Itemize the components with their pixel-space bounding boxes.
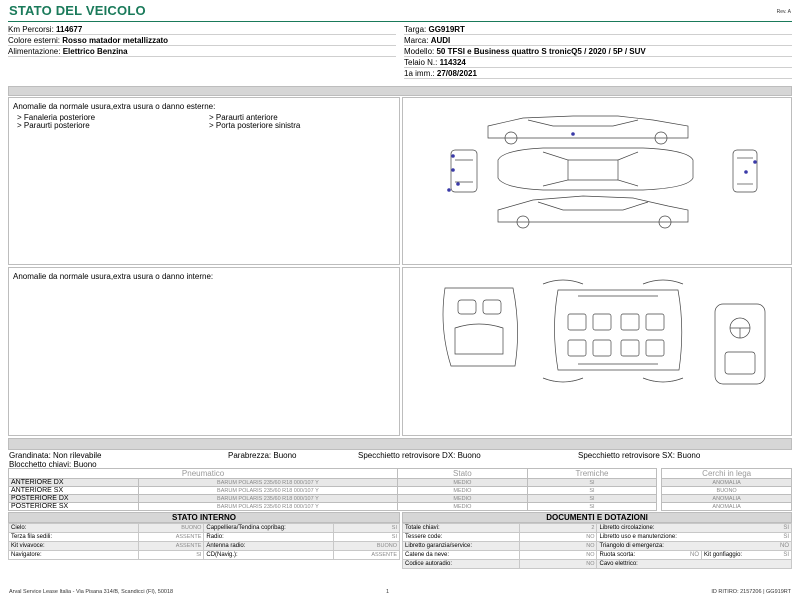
tyre-tremiche: SI bbox=[527, 479, 657, 487]
item-label: Radio: bbox=[204, 533, 334, 542]
tyres-header-row bbox=[9, 469, 792, 479]
documenti-table bbox=[402, 523, 792, 569]
col-header: Tremiche bbox=[527, 469, 657, 479]
item-label: Cavo elettrico: bbox=[597, 560, 792, 569]
item-label: Kit gonfiaggio: SI bbox=[702, 551, 792, 560]
section-divider-bar bbox=[8, 438, 792, 450]
table-row bbox=[403, 560, 792, 569]
info-label: Marca: bbox=[404, 36, 429, 45]
tyre-position: ANTERIORE DX bbox=[9, 479, 139, 487]
internal-damage-panel bbox=[8, 267, 400, 436]
car-plan-outline bbox=[498, 148, 693, 190]
item-label: Libretto garanzia/service: bbox=[403, 542, 520, 551]
info-label: 1a imm.: bbox=[404, 69, 435, 78]
item-label: Codice autoradio: bbox=[403, 560, 520, 569]
info-row-colore bbox=[8, 35, 396, 46]
damage-marker bbox=[753, 160, 757, 164]
tyre-model: BARUM POLARIS 235/60 R18 000/107 Y bbox=[138, 479, 397, 487]
stato-interno-header: STATO INTERNO bbox=[8, 512, 400, 523]
item-value: NO bbox=[520, 542, 597, 551]
info-row-alimentazione bbox=[8, 46, 396, 57]
tyre-position: POSTERIORE DX bbox=[9, 495, 139, 503]
damage-marker bbox=[451, 168, 455, 172]
condition-parabrezza: Parabrezza: Buono bbox=[228, 451, 297, 460]
external-damage-title: Anomalie da normale usura,extra usura o danno esterne: bbox=[13, 102, 216, 111]
info-row-immatricolazione bbox=[404, 68, 792, 79]
internal-car-diagram-panel bbox=[402, 267, 792, 436]
info-row-modello bbox=[404, 46, 792, 57]
item-value: BUONO bbox=[138, 524, 204, 533]
external-damage-panel bbox=[8, 97, 400, 265]
car-side-top-outline bbox=[488, 116, 688, 138]
item-label: Navigatore: bbox=[9, 551, 139, 560]
vehicle-info-left bbox=[8, 24, 396, 86]
tyre-position: ANTERIORE SX bbox=[9, 487, 139, 495]
condition-specchietto-dx: Specchietto retrovisore DX: Buono bbox=[358, 451, 481, 460]
tyre-cerchi: ANOMALIA bbox=[662, 503, 792, 511]
condition-text: Blocchetto chiavi: Buono bbox=[9, 460, 97, 469]
section-divider-bar bbox=[8, 86, 792, 96]
tyre-cerchi: ANOMALIA bbox=[662, 479, 792, 487]
tyre-cerchi: BUONO bbox=[662, 487, 792, 495]
car-windshield-line bbox=[543, 152, 568, 186]
info-row-targa bbox=[404, 24, 792, 35]
damage-item: > Porta posteriore sinistra bbox=[209, 121, 301, 130]
tyre-model: BARUM POLARIS 235/60 R18 000/107 Y bbox=[138, 503, 397, 511]
item-value: ASSENTE bbox=[334, 551, 400, 560]
item-value: SI bbox=[783, 525, 789, 531]
external-car-diagram-panel bbox=[402, 97, 792, 265]
damage-marker bbox=[451, 154, 455, 158]
title-divider bbox=[8, 21, 792, 22]
item-value: NO bbox=[780, 543, 789, 549]
footer-company: Arval Service Lease Italia - Via Pisana 314/B, Scandicci (FI), 50018 bbox=[9, 589, 174, 595]
car-rear-window-line bbox=[618, 152, 638, 186]
tyre-model: BARUM POLARIS 235/60 R18 000/107 Y bbox=[138, 495, 397, 503]
info-row-marca bbox=[404, 35, 792, 46]
info-value: Elettrico Benzina bbox=[62, 47, 128, 56]
col-header: Pneumatico bbox=[9, 469, 398, 479]
internal-damage-title: Anomalie da normale usura,extra usura o danno interne: bbox=[13, 272, 214, 281]
stato-interno-table bbox=[8, 523, 400, 560]
item-value: BUONO bbox=[334, 542, 400, 551]
damage-marker bbox=[456, 182, 460, 186]
table-row bbox=[9, 533, 400, 542]
tyre-model: BARUM POLARIS 235/60 R18 000/107 Y bbox=[138, 487, 397, 495]
table-row bbox=[403, 542, 792, 551]
page-title: STATO DEL VEICOLO bbox=[9, 3, 146, 18]
table-row bbox=[9, 503, 792, 511]
damage-item: > Paraurti posteriore bbox=[17, 121, 90, 130]
tyre-tremiche: SI bbox=[527, 487, 657, 495]
item-value: NO bbox=[520, 533, 597, 542]
documenti-header: DOCUMENTI E DOTAZIONI bbox=[402, 512, 792, 523]
info-value: 114677 bbox=[56, 25, 83, 34]
damage-item: > Paraurti anteriore bbox=[209, 113, 278, 122]
condition-specchietto-sx: Specchietto retrovisore SX: Buono bbox=[578, 451, 701, 460]
item-value: NO bbox=[690, 552, 700, 558]
car-window-line bbox=[528, 120, 638, 126]
tyre-stato: MEDIO bbox=[398, 495, 528, 503]
item-label: Cielo: bbox=[9, 524, 139, 533]
item-label: Kit vivavoce: bbox=[9, 542, 139, 551]
item-value: 2 bbox=[520, 524, 597, 533]
item-label: Tessere code: bbox=[403, 533, 520, 542]
info-label: Colore esterni: bbox=[8, 36, 61, 45]
item-value: SI bbox=[334, 524, 400, 533]
damage-item: > Fanaleria posteriore bbox=[17, 113, 96, 122]
tyre-stato: MEDIO bbox=[398, 503, 528, 511]
info-label: Alimentazione: bbox=[8, 47, 61, 56]
info-value: AUDI bbox=[430, 36, 451, 45]
table-row bbox=[9, 479, 792, 487]
item-label: Cappelliera/Tendina copribag: bbox=[204, 524, 334, 533]
car-interior-diagram bbox=[403, 268, 793, 437]
item-value: NO bbox=[520, 560, 597, 569]
item-label: Ruota scorta: NO bbox=[597, 551, 702, 560]
info-value: Rosso matador metallizzato bbox=[62, 36, 169, 45]
table-row bbox=[9, 495, 792, 503]
info-row-telaio bbox=[404, 57, 792, 68]
info-row-km bbox=[8, 24, 396, 35]
footer-reference: ID RITIRO: 2157206 | GG919RT bbox=[711, 589, 791, 595]
item-label: Antenna radio: bbox=[204, 542, 334, 551]
table-row bbox=[9, 487, 792, 495]
item-value: ASSENTE bbox=[138, 533, 204, 542]
steering-area-outline bbox=[715, 304, 765, 384]
tyre-cerchi: ANOMALIA bbox=[662, 495, 792, 503]
item-label: Catene da neve: bbox=[403, 551, 520, 560]
tyre-stato: MEDIO bbox=[398, 487, 528, 495]
table-row bbox=[9, 542, 400, 551]
item-value: SI bbox=[334, 533, 400, 542]
car-exterior-diagram bbox=[403, 98, 793, 266]
condition-grandinata bbox=[9, 451, 102, 469]
table-row bbox=[403, 533, 792, 542]
col-header: Cerchi in lega bbox=[662, 469, 792, 479]
item-value: SI bbox=[138, 551, 204, 560]
item-label: Triangolo di emergenza: NO bbox=[597, 542, 792, 551]
table-row bbox=[403, 524, 792, 533]
col-header: Stato bbox=[398, 469, 528, 479]
item-label: CD(Navig.): bbox=[204, 551, 334, 560]
table-row bbox=[403, 551, 792, 560]
info-label: Km Percorsi: bbox=[8, 25, 54, 34]
table-row bbox=[9, 551, 400, 560]
tyre-stato: MEDIO bbox=[398, 479, 528, 487]
damage-marker bbox=[447, 188, 451, 192]
revision-label: Rev. A bbox=[776, 9, 791, 15]
car-side-bottom-outline bbox=[498, 196, 688, 222]
item-label: Totale chiavi: bbox=[403, 524, 520, 533]
item-value: NO bbox=[520, 551, 597, 560]
tyre-tremiche: SI bbox=[527, 503, 657, 511]
info-value: 50 TFSI e Business quattro S tronicQ5 / 2020 / 5P / SUV bbox=[436, 47, 646, 56]
item-value: SI bbox=[783, 534, 789, 540]
info-label: Modello: bbox=[404, 47, 435, 56]
vehicle-info-right bbox=[404, 24, 792, 86]
damage-marker bbox=[571, 132, 575, 136]
item-label: Terza fila sedili: bbox=[9, 533, 139, 542]
car-front-outline bbox=[451, 150, 477, 192]
tyre-position: POSTERIORE SX bbox=[9, 503, 139, 511]
item-value: SI bbox=[783, 552, 789, 558]
tyre-tremiche: SI bbox=[527, 495, 657, 503]
damage-marker bbox=[744, 170, 748, 174]
item-label: Libretto circolazione: SI bbox=[597, 524, 792, 533]
info-value: 114324 bbox=[439, 58, 466, 67]
tyres-table bbox=[8, 468, 792, 511]
footer-page-number: 1 bbox=[386, 589, 390, 595]
item-value: ASSENTE bbox=[138, 542, 204, 551]
info-label: Telaio N.: bbox=[404, 58, 438, 67]
info-value: GG919RT bbox=[428, 25, 465, 34]
table-row bbox=[9, 524, 400, 533]
info-label: Targa: bbox=[404, 25, 427, 34]
condition-text: Grandinata: Non rilevabile bbox=[9, 451, 102, 460]
item-label: Libretto uso e manutenzione: SI bbox=[597, 533, 792, 542]
info-value: 27/08/2021 bbox=[436, 69, 477, 78]
